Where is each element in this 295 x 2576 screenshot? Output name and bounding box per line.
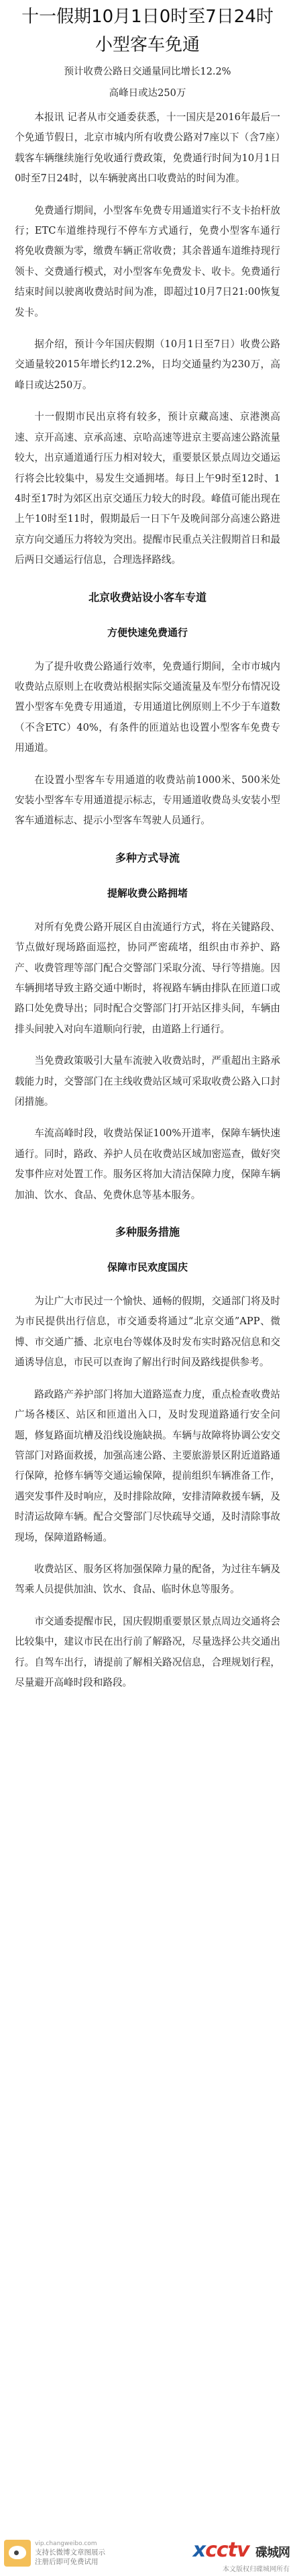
paragraph: 在设置小型客车专用通道的收费站前1000米、500米处安装小型客车专用通道提示标志，专用通道收费岛头安装小型客车通道标志、提示小型客车驾驶人员通行。: [15, 774, 280, 827]
paragraph: 十一假期市民出京将有较多，预计京藏高速、京港澳高速、京开高速、京承高速、京哈高速等进京主要高速公路流量较大，出京通道通行压力相对较大，重要景区景点周边交通运行将会比较集中，易发生交通拥堵。每日上午9时至12时、14时至17时为郊区出京交通压力较大的时段。峰值可能出现在上午10时至11时，假期最后一日下午及晚间部分高速公路进京方向交通压力将较为突出。提醒市民重点关注假期首日和最后两日交通运行信息，合理选择路线。: [15, 411, 280, 566]
section-subheading: 提解收费公路拥堵: [107, 886, 188, 899]
xcctv-logo-cctv: cctv: [205, 2538, 249, 2562]
paragraph: 据介绍，预计今年国庆假期（10月1日至7日）收费公路交通量较2015年增长约12.2%，日均交通量约为230万，高峰日或达250万。: [15, 338, 280, 391]
xcctv-copyright: 本文版权归碟城网所有: [223, 2566, 290, 2573]
article-subhead: 预计收费公路日交通量同比增长12.2%: [64, 66, 231, 77]
paragraph: 免费通行期间，小型客车免费专用通道实行不支卡抬杆放行；ETC车道维持现行不停车方式通行，免费小型客车通行将免收费额为零，缴费车辆正常收费；其余普通车道维持现行领卡、交费通行模式，对小型客车免费发卡、收卡。免费通行结束时间以驶离收费站时间为准，即超过10月7日21:00恢复发卡。: [15, 204, 280, 318]
changweibo-logo-icon: [4, 2540, 31, 2567]
xcctv-logo-x: x: [192, 2538, 206, 2562]
paragraph: 当免费政策吸引大量车流驶入收费站时，严重超出主路承载能力时，交警部门在主线收费站区域可采取收费公路入口封闭措施。: [15, 1055, 280, 1108]
article-title: 十一假期10月1日0时至7日24时小型客车免通: [21, 7, 274, 55]
changweibo-text: [35, 2540, 105, 2567]
section-heading: 多种服务措施: [115, 1226, 180, 1239]
paragraph: 为让广大市民过一个愉快、通畅的假期，交通部门将及时为市民提供出行信息，市交通委将通过“北京交通”APP、微博、市交通广播、北京电台等媒体及时发布实时路况信息和交通诱导信息，市民可以查询了解出行时间及路线提供参考。: [15, 1295, 280, 1369]
changweibo-watermark: [4, 2540, 105, 2567]
paragraph: 收费站区、服务区将加强保障力量的配备，为过往车辆及驾乘人员提供加油、饮水、食品、临时休息等服务。: [15, 1563, 280, 1596]
article-body: [15, 107, 280, 1704]
changweibo-line: 注册后即可免费试用: [35, 2558, 99, 2566]
article-subhead: 高峰日或达250万: [109, 88, 186, 99]
paragraph: 为了提升收费公路通行效率，免费通行期间，全市市城内收费站点原则上在收费站根据实际交通流量及车型分布情况设置小型客车免费专用通道，专用通道比例原则上不少于车道数（不含ETC）40%，有条件的匝道站也设置小型客车免费专用通道。: [15, 660, 280, 754]
paragraph: 路政路产养护部门将加大道路巡查力度，重点检查收费站广场各楼区、站区和匝道出入口，及时发现道路通行安全问题，修复路面坑槽及沿线设施缺损。车辆与故障将协调公安交管部门对路面救援，加强高速公路、主要旅游景区附近道路通行保障，抢修车辆等交通运输保障，提前组织车辆准备工作，遇突发事件及时响应，及时排除故障，安排清障救援车辆，及时清运故障车辆。配合交警部门尽快疏导交通，及时清除事故现场，保障道路畅通。: [15, 1388, 280, 1543]
section-subheading: 方便快速免费通行: [107, 626, 188, 639]
xcctv-logo: [193, 2538, 290, 2565]
paragraph: 对所有免费公路开展区自由流通行方式，将在关键路段、节点做好现场路面巡控，协同严密疏堵，组织由市养护、路产、收费管理等部门配合交警部门采取分流、导行等措施。因车辆拥堵导致主路交通中断时，将视路车辆由排队在匝道口或路口处免费导出；同时配合交警部门打开站区排头间，车辆由排头间驶入对向车道顺向行驶，由道路上行通行。: [15, 921, 280, 1035]
xcctv-logo-cn: 碟城网: [255, 2546, 290, 2560]
section-heading: 北京收费站设小客车专道: [88, 590, 206, 604]
paragraph: 市交通委提醒市民，国庆假期重要景区景点周边交通将会比较集中，建议市民在出行前了解路况，尽量选择公共交通出行。自驾车出行，请提前了解相关路况信息，合理规划行程，尽量避开高峰时段和路段。: [15, 1615, 280, 1688]
xcctv-watermark: [193, 2538, 290, 2575]
changweibo-line: 支持长微博文章图展示: [35, 2548, 105, 2557]
changweibo-url: vip.changweibo.com: [35, 2540, 97, 2547]
section-subheading: 保障市民欢度国庆: [107, 1261, 188, 1274]
paragraph: 本报讯 记者从市交通委获悉，十一国庆是2016年最后一个免通节假日，北京市城内所有收费公路对7座以下（含7座）载客车辆继续施行免收通行费政策，免费通行时间为10月1日0时至7日24时，以车辆驶离出口收费站的时间为准。: [15, 111, 280, 185]
section-heading: 多种方式导流: [115, 851, 180, 864]
paragraph: 车流高峰时段，收费站保证100%开道率，保障车辆快速通行。同时，路政、养护人员在收费站区域加密巡查，做好突发事件应对处置工作。服务区将加大清洁保障力度，保障车辆加油、饮水、食品、免费休息等基本服务。: [15, 1128, 280, 1201]
